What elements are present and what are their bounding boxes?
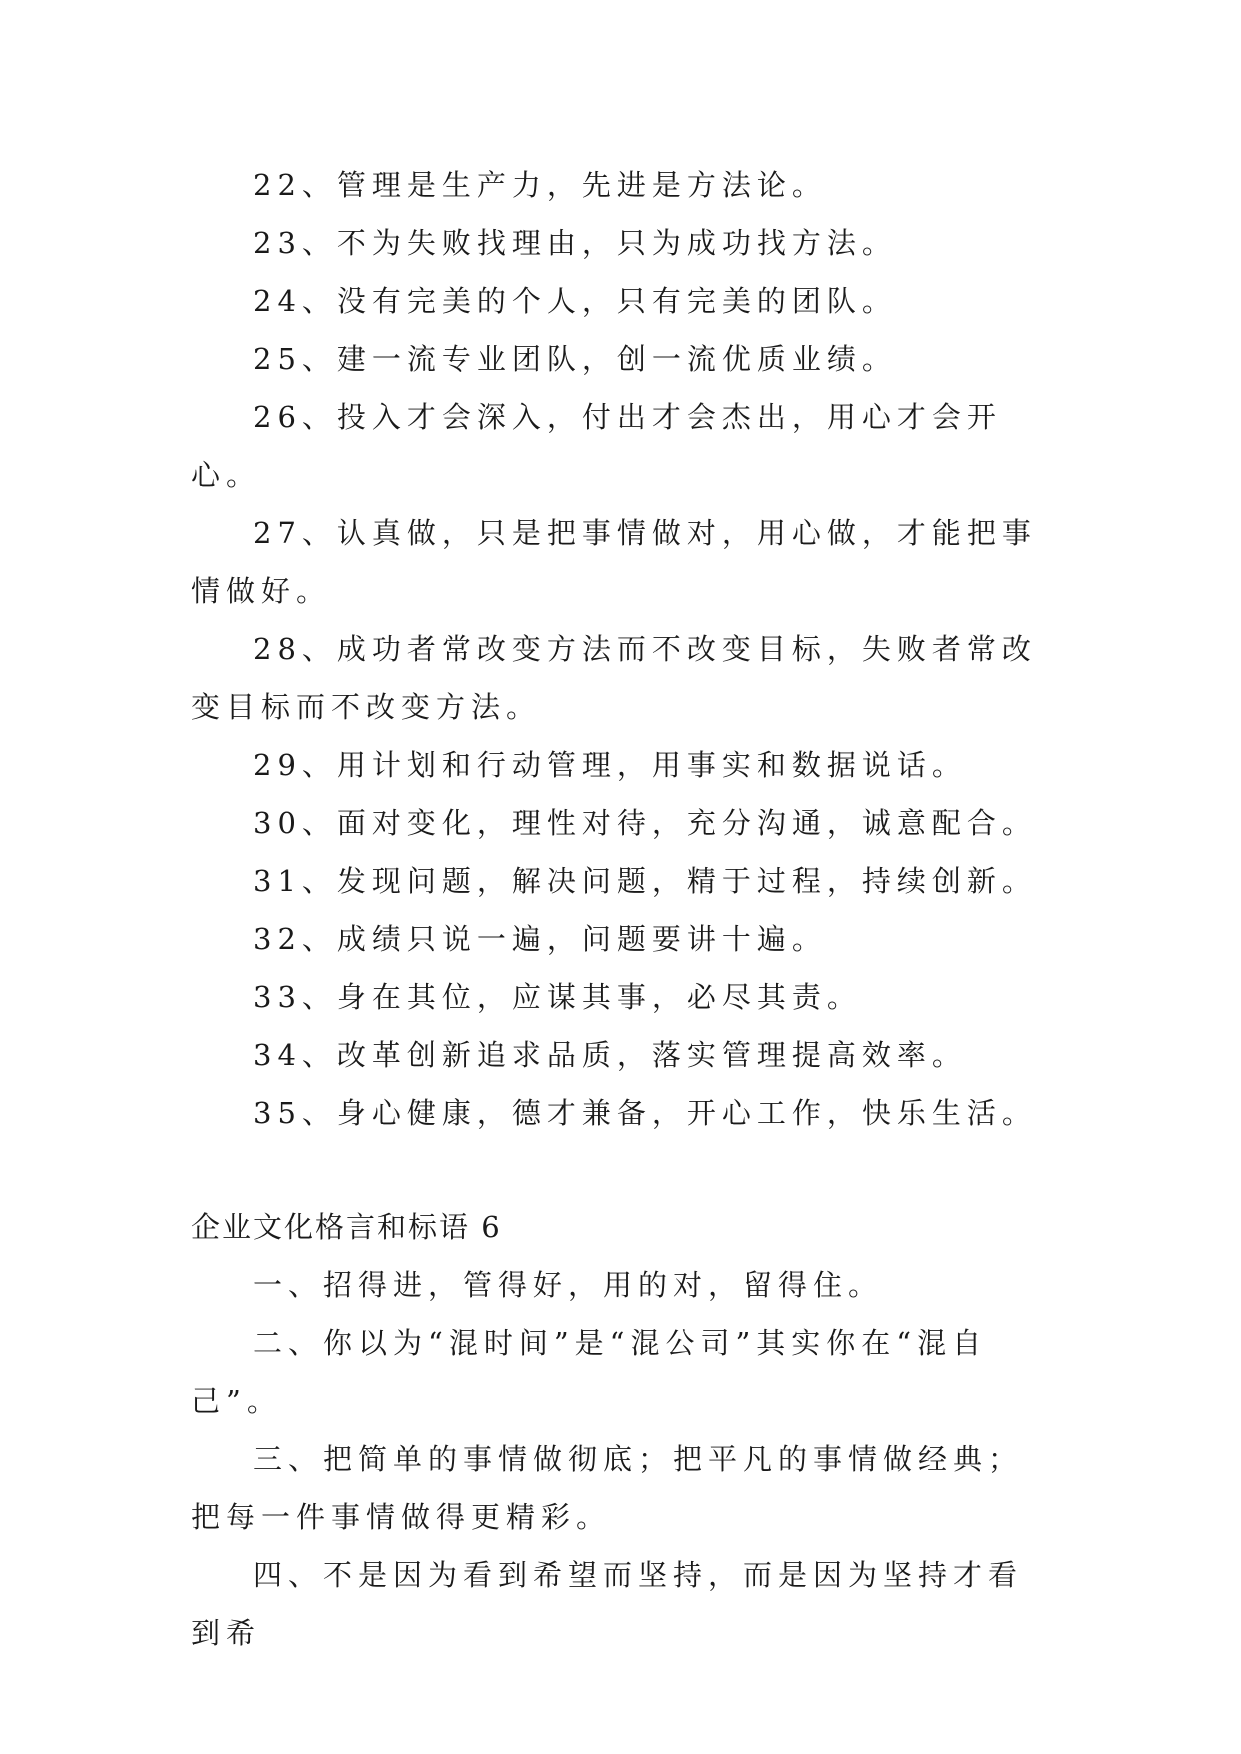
list-item: 三、把简单的事情做彻底；把平凡的事情做经典；把每一件事情做得更精彩。 [191, 1442, 1024, 1534]
list-item: 23、不为失败找理由，只为成功找方法。 [253, 226, 897, 260]
list-item: 27、认真做，只是把事情做对，用心做，才能把事情做好。 [191, 516, 1037, 608]
list-item: 33、身在其位，应谋其事，必尽其责。 [253, 980, 862, 1014]
document-content [191, 156, 1051, 1662]
list-item: 29、用计划和行动管理，用事实和数据说话。 [253, 748, 967, 782]
list-item: 26、投入才会深入，付出才会杰出，用心才会开心。 [191, 400, 1002, 492]
list-item: 35、身心健康，德才兼备，开心工作，快乐生活。 [253, 1096, 1037, 1130]
list-item: 30、面对变化，理性对待，充分沟通，诚意配合。 [253, 806, 1037, 840]
list-item: 28、成功者常改变方法而不改变目标，失败者常改变目标而不改变方法。 [191, 632, 1037, 724]
list-item: 31、发现问题，解决问题，精于过程，持续创新。 [253, 864, 1037, 898]
section-heading: 企业文化格言和标语 6 [191, 1210, 502, 1244]
list-item: 24、没有完美的个人，只有完美的团队。 [253, 284, 897, 318]
list-item: 25、建一流专业团队，创一流优质业绩。 [253, 342, 897, 376]
list-item: 34、改革创新追求品质，落实管理提高效率。 [253, 1038, 967, 1072]
list-item: 二、你以为“混时间”是“混公司”其实你在“混自己”。 [191, 1326, 988, 1418]
list-item: 32、成绩只说一遍，问题要讲十遍。 [253, 922, 827, 956]
list-item: 22、管理是生产力，先进是方法论。 [253, 168, 827, 202]
list-item: 一、招得进，管得好，用的对，留得住。 [253, 1268, 884, 1302]
list-item: 四、不是因为看到希望而坚持，而是因为坚持才看到希 [191, 1558, 1024, 1650]
